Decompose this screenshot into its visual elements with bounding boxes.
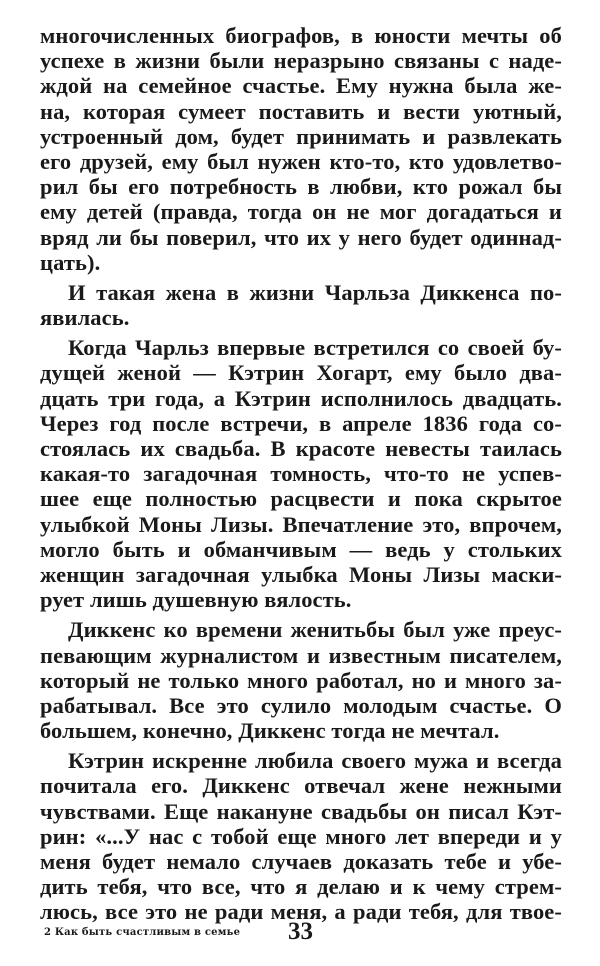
text-line: Диккенс ко времени женитьбы был уже преус- — [68, 617, 562, 643]
text-line: ждой на семейное счастье. Ему нужна была же- — [40, 73, 562, 99]
text-line: успехе в жизни были неразрыно связаны с наде- — [40, 48, 562, 74]
page-body-text — [40, 23, 562, 930]
text-line: дцать три года, а Кэтрин исполнилось двадцать. — [40, 385, 562, 411]
text-line: певающим журналистом и известным писателем, — [40, 642, 562, 668]
footer-signature: 2 Как быть счастливым в семье — [44, 927, 241, 938]
text-line: дить тебя, что все, что я делаю и к чему стрем- — [40, 874, 562, 900]
text-line: Когда Чарльз впервые встретился со своей бу- — [68, 335, 562, 361]
text-line: почитала его. Диккенс отвечал жене нежными — [40, 773, 562, 799]
text-line: И такая жена в жизни Чарльза Диккенса по- — [68, 279, 562, 305]
text-line: какая-то загадочная томность, что-то не успев- — [40, 461, 562, 487]
text-line: устроенный дом, будет принимать и развлекать — [40, 123, 562, 149]
paragraph — [40, 335, 562, 612]
paragraph — [40, 280, 562, 330]
text-line: который не только много работал, но и много за- — [40, 667, 562, 693]
page-number: 33 — [288, 918, 313, 945]
text-line: его друзей, ему был нужен кто-то, кто удовлетво- — [40, 148, 562, 174]
text-line: стоялась их свадьба. В красоте невесты таилась — [40, 436, 562, 461]
text-line: улыбкой Моны Лизы. Впечатление это, впрочем, — [40, 511, 562, 537]
paragraph — [40, 748, 562, 924]
text-line: ему детей (правда, тогда он не мог догадаться и — [40, 199, 562, 225]
text-line: чувствами. Еще накануне свадьбы он писал Кэт- — [40, 798, 562, 824]
text-line: дущей женой — Кэтрин Хогарт, ему было два- — [40, 360, 562, 386]
text-line: вряд ли бы поверил, что их у него будет одиннад- — [40, 224, 562, 250]
text-line: люсь, все это не ради меня, а ради тебя, для твое- — [40, 899, 562, 925]
paragraph — [40, 617, 562, 743]
text-line: многочисленных биографов, в юности мечты об — [40, 23, 562, 48]
text-line: на, которая сумеет поставить и вести уютный, — [40, 98, 562, 124]
paragraph — [40, 23, 562, 275]
text-line: Через год после встречи, в апреле 1836 года со- — [40, 410, 562, 436]
text-line: шее еще полностью расцвести и пока скрытое — [40, 486, 562, 512]
text-line: большем, конечно, Диккенс тогда не мечтал. — [40, 718, 500, 744]
text-line: могло быть и обманчивым — ведь у стольких — [40, 536, 562, 562]
text-line: меня будет немало случаев доказать тебе и убе- — [40, 849, 562, 874]
text-line: Кэтрин искренне любила своего мужа и всегда — [68, 748, 562, 774]
text-line: рует лишь душевную вялость. — [40, 587, 352, 613]
text-line: рил бы его потребность в любви, кто рожал бы — [40, 174, 562, 200]
text-line: рин: «...У нас с тобой еще много лет впереди и у — [40, 823, 562, 849]
text-line: женщин загадочная улыбка Моны Лизы маски- — [40, 561, 562, 587]
text-line: рабатывал. Все это сулило молодым счастье. О — [40, 692, 562, 718]
text-line: цать). — [40, 249, 101, 275]
text-line: явилась. — [40, 305, 130, 331]
